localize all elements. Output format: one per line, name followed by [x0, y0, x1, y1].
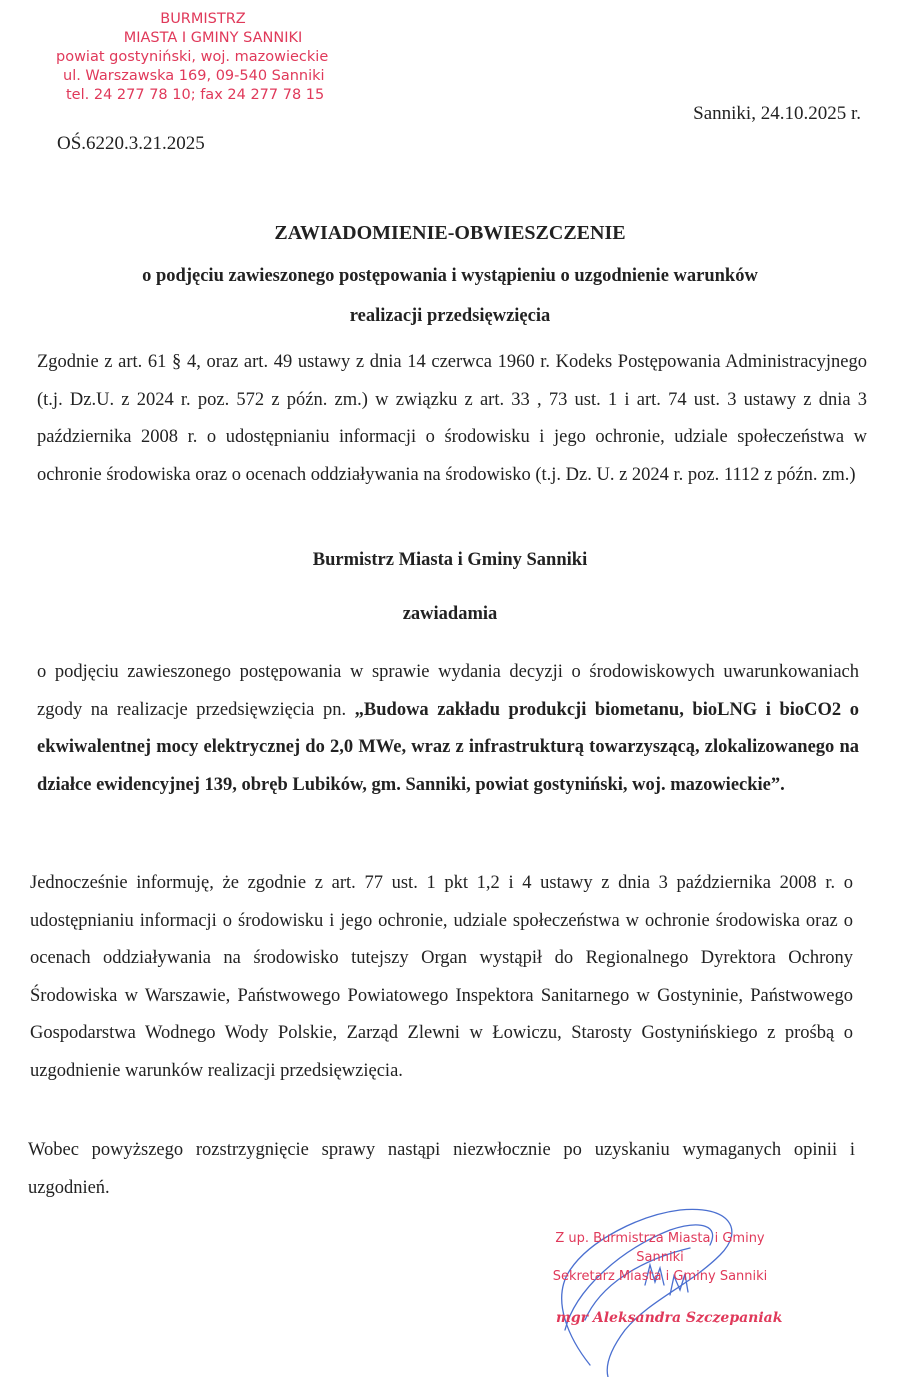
- stamp-line: ul. Warszawska 169, 09-540 Sanniki: [63, 68, 325, 84]
- document-subtitle: o podjęciu zawieszonego postępowania i wystąpieniu o uzgodnienie warunków: [142, 266, 758, 286]
- header-stamp: [48, 10, 348, 105]
- stamp-line: tel. 24 277 78 10; fax 24 277 78 15: [66, 87, 325, 103]
- stamp-line: MIASTA I GMINY SANNIKI: [123, 30, 303, 46]
- signature-stamp-line: Sekretarz Miasta i Gminy Sanniki: [552, 1269, 768, 1284]
- stamp-line: powiat gostyniński, woj. mazowieckie: [56, 49, 329, 65]
- document-subtitle: realizacji przedsięwzięcia: [349, 306, 551, 326]
- issuer: Burmistrz Miasta i Gminy Sanniki: [312, 550, 588, 570]
- notice-paragraph: [37, 654, 859, 804]
- notifies-heading: zawiadamia: [402, 604, 498, 624]
- notice-intro: o podjęciu zawieszonego postępowania w sprawie wydania decyzji o środowiskowych uwarunkowaniach zgody na realizacje przedsięwzięcia pn.: [37, 662, 859, 720]
- place-date: Sanniki, 24.10.2025 r.: [693, 103, 861, 124]
- stamp-line: BURMISTRZ: [160, 11, 246, 27]
- legal-basis-paragraph: Zgodnie z art. 61 § 4, oraz art. 49 ustawy z dnia 14 czerwca 1960 r. Kodeks Postępowania Administracyjnego (t.j. Dz.U. z 2024 r. poz. 572 z późn. zm.) w związku z art. 33 , 73 ust. 1 i art. 74 ust. 3 ustawy z dnia 3 października 2008 r. o udostępnianiu informacji o środowisku i jego ochronie, udziale społeczeństwa w ochronie środowiska oraz o ocenach oddziaływania na środowisko (t.j. Dz. U. z 2024 r. poz. 1112 z późn. zm.): [37, 352, 867, 485]
- signature-stamp-line: Z up. Burmistrza Miasta i Gminy Sanniki: [555, 1231, 765, 1265]
- information-paragraph: Jednocześnie informuję, że zgodnie z art. 77 ust. 1 pkt 1,2 i 4 ustawy z dnia 3 października 2008 r. o udostępnianiu informacji o środowisku i jego ochronie, udziale społeczeństwa w ochronie środowiska oraz o ocenach oddziaływania na środowisko tutejszy Organ wystąpił do Regionalnego Dyrektora Ochrony Środowiska w Warszawie, Państwowego Powiatowego Inspektora Sanitarnego w Gostyninie, Państwowego Gospodarstwa Wodnego Wody Polskie, Zarząd Zlewni w Łowiczu, Starosty Gostynińskiego z prośbą o uzgodnienie warunków realizacji przedsięwzięcia.: [30, 873, 853, 1081]
- document-title: ZAWIADOMIENIE-OBWIESZCZENIE: [274, 222, 626, 244]
- conclusion-paragraph: Wobec powyższego rozstrzygnięcie sprawy nastąpi niezwłocznie po uzyskaniu wymaganych opinii i uzgodnień.: [28, 1140, 855, 1198]
- project-name: „Budowa zakładu produkcji biometanu, bioLNG i bioCO2 o ekwiwalentnej mocy elektrycznej do 2,0 MWe, wraz z infrastrukturą towarzyszącą, zlokalizowanego na działce ewidencyjnej 139, obręb Lubików, gm. Sanniki, powiat gostyniński, woj. mazowieckie”.: [37, 699, 859, 795]
- signatory-name: mgr Aleksandra Szczepaniak: [556, 1310, 783, 1326]
- signature-stamp: [530, 1229, 790, 1326]
- reference-number: OŚ.6220.3.21.2025: [57, 133, 205, 154]
